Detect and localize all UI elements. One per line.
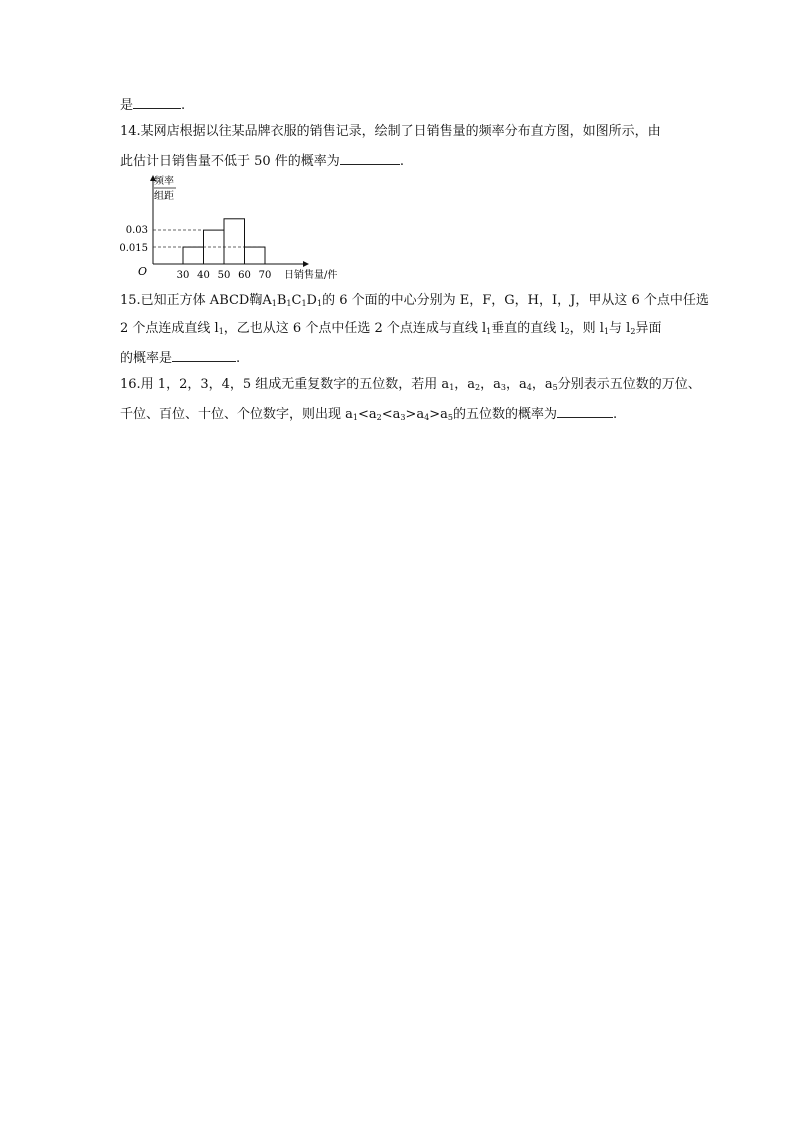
histogram-figure [118,172,348,284]
x-tick-label: 50 [217,270,231,281]
ylabel-bottom: 组距 [154,191,174,202]
q14-line2: 此估计日销售量不低于 50 件的概率为 . [120,154,404,169]
q14-line1: 14.某网店根据以往某品牌衣服的销售记录，绘制了日销售量的频率分布直方图，如图所示，由 [120,124,661,139]
x-tick-label: 40 [197,270,210,281]
ylabel-top: 频率 [154,176,174,187]
histogram-bar [224,219,245,264]
origin-label: O [138,265,148,278]
bars-group [183,219,265,264]
x-tick-label: 30 [176,270,190,281]
x-tick-label: 70 [258,270,272,281]
answer-blank [172,349,236,362]
q15-line1: 15.已知正方体 ABCD鞫$A_1B_1C_1D_1$的 6 个面的中心分别为 E，F，G，H，I，J，甲从这 6 个点中任选 [120,293,709,308]
x-tick-label: 60 [238,270,251,281]
histogram-bar [183,247,204,264]
xlabel: 日销售量/件 [284,270,338,281]
q16-line2: 千位、百位、十位、个位数字，则出现 $a_1<a_2<a_3>a_4>a_5$的五位数的概率为 . [120,407,618,422]
x-ticks-group [177,270,272,281]
answer-blank [133,96,181,109]
histogram-bar [245,247,266,264]
y-tick-label: 0.015 [119,243,148,254]
y-tick-label: 0.03 [125,225,148,236]
q13-tail: 是 . [120,98,186,113]
answer-blank [340,152,400,165]
q15-line2: 2 个点连成直线 $l_1$，乙也从这 6 个点中任选 2 个点连成与直线 $l_1$垂直的直线 $l_2$，则 $l_1$与 $l_2$异面 [120,321,662,336]
q15-line3: 的概率是 . [120,351,241,366]
answer-blank [557,405,613,418]
q16-line1: 16.用 1，2，3，4，5 组成无重复数字的五位数，若用 $a_1$，$a_2$，$a_3$，$a_4$，$a_5$分别表示五位数的万位、 [120,377,701,392]
